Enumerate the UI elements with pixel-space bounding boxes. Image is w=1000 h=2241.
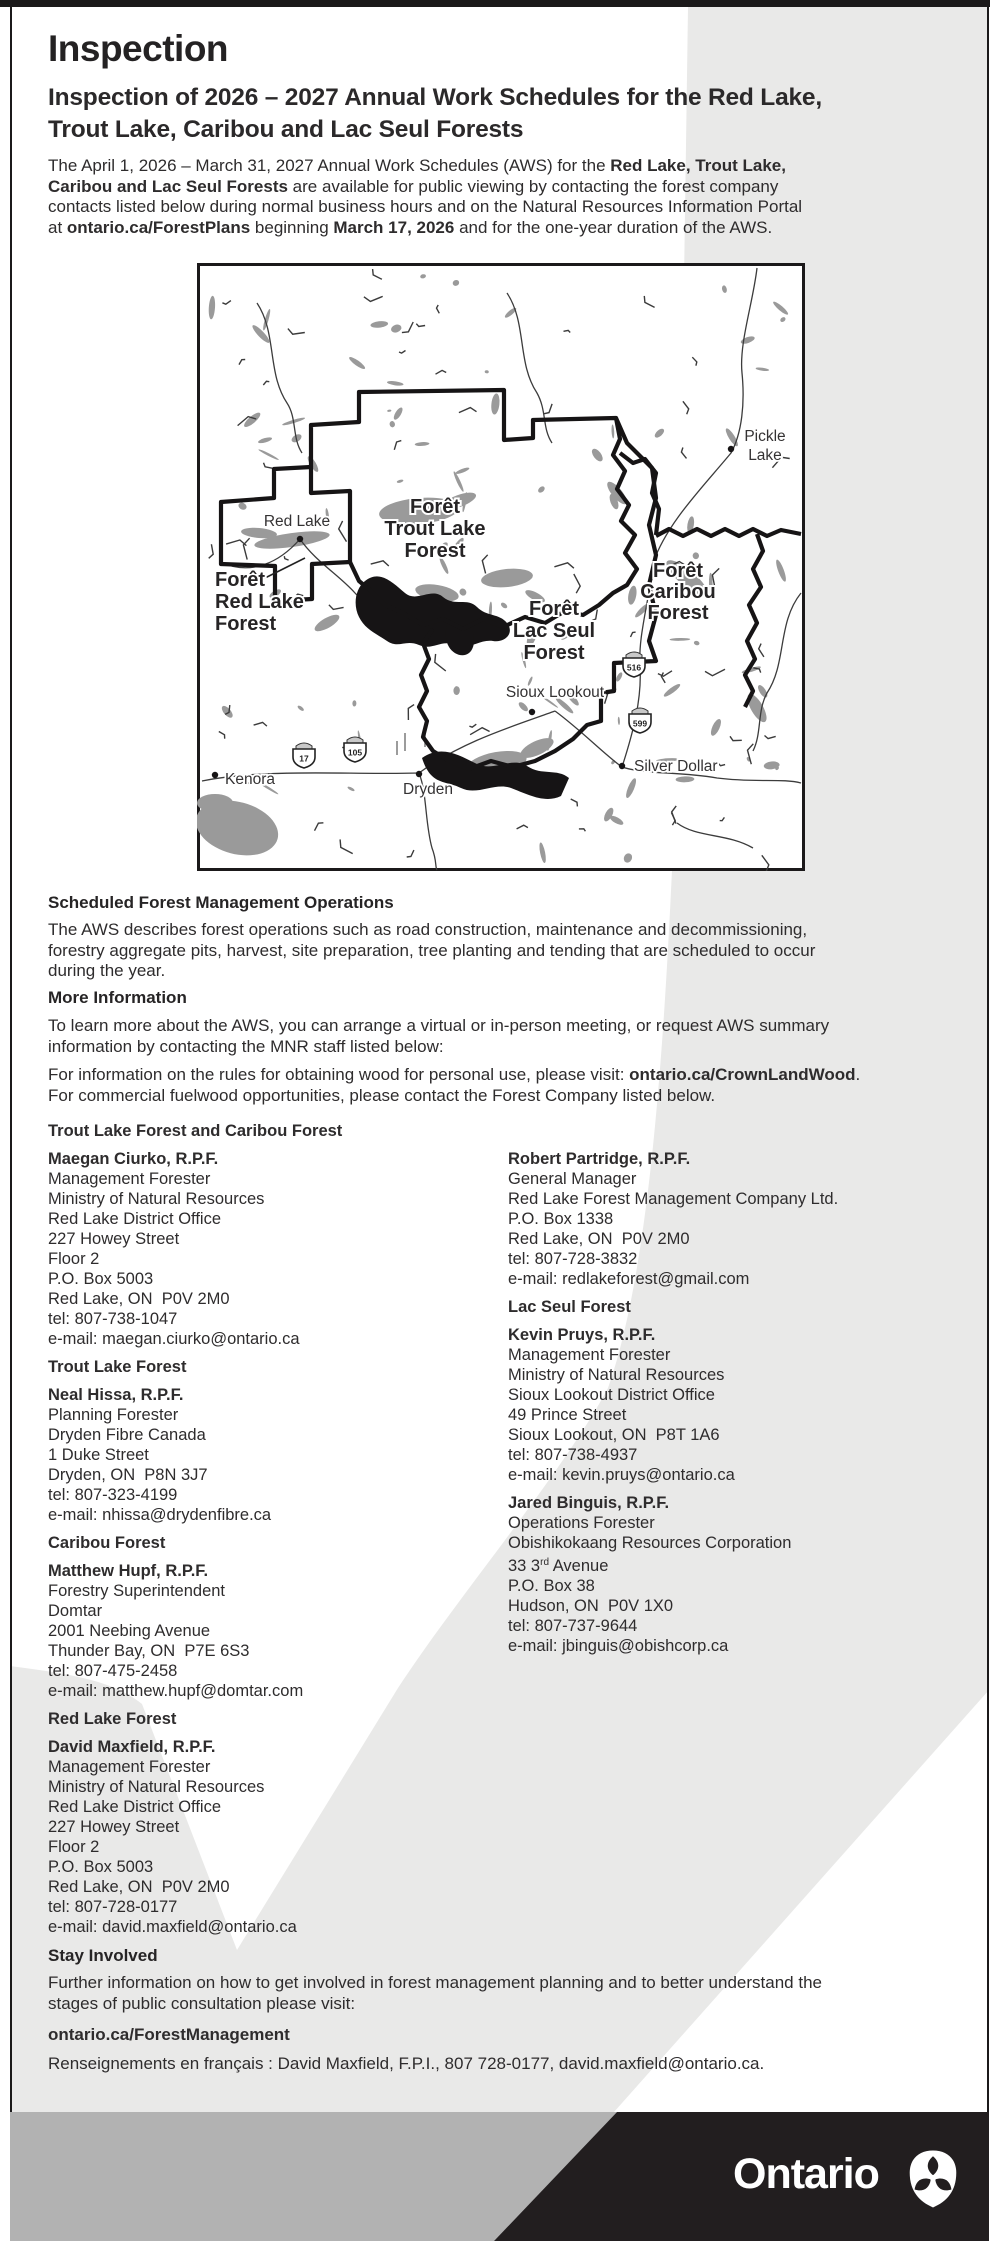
bold-text: Red Lake, Trout Lake, [610, 156, 786, 175]
more-information-paragraph-1 [48, 1016, 829, 1057]
contacts-column-left [48, 1121, 500, 1945]
contact-name: David Maxfield, R.P.F. [48, 1738, 216, 1756]
text-line: Red Lake, ON P0V 2M0 [508, 1230, 690, 1248]
intro-paragraph [48, 156, 802, 238]
notice-subtitle [48, 82, 822, 146]
text-line: To learn more about the AWS, you can arrange a virtual or in-person meeting, or request AWS summary [48, 1016, 830, 1035]
scheduled-operations-heading: Scheduled Forest Management Operations [48, 893, 394, 912]
text-line: e-mail: kevin.pruys@ontario.ca [508, 1466, 735, 1484]
contact-block [508, 1325, 960, 1485]
bold-text: Caribou and Lac Seul Forests [48, 176, 288, 196]
text-line: tel: 807-728-0177 [48, 1898, 178, 1916]
text-line: forestry aggregate pits, harvest, site preparation, tree planting and tending that are scheduled to occur [48, 940, 816, 960]
subtitle-line-1: Inspection of 2026 – 2027 Annual Work Schedules for the Red Lake, [48, 84, 822, 111]
text-line: Dryden, ON P8N 3J7 [48, 1466, 208, 1484]
text-line: tel: 807-738-1047 [48, 1310, 178, 1328]
text: Avenue [549, 1557, 609, 1575]
contact-name: Robert Partridge, R.P.F. [508, 1150, 691, 1168]
text-line: e-mail: maegan.ciurko@ontario.ca [48, 1330, 300, 1348]
text-line: 227 Howey Street [48, 1818, 180, 1836]
map-region-label-lac-seul: Forêt [529, 598, 579, 620]
stay-involved-paragraph [48, 1973, 822, 2014]
town-dot [416, 771, 422, 777]
forest-section-heading: Trout Lake Forest and Caribou Forest [48, 1122, 343, 1140]
text-line: Obishikokaang Resources Corporation [508, 1534, 792, 1552]
text-line: Red Lake District Office [48, 1798, 222, 1816]
text-line: e-mail: matthew.hupf@domtar.com [48, 1682, 304, 1700]
text-line: 1 Duke Street [48, 1446, 149, 1464]
forest-management-link: ontario.ca/ForestManagement [48, 2025, 290, 2044]
contact-block [508, 1149, 960, 1289]
text-line: Sioux Lookout District Office [508, 1386, 715, 1404]
text-line: Floor 2 [48, 1250, 100, 1268]
map-region-label-caribou: Forêt [653, 560, 703, 582]
text-line: e-mail: david.maxfield@ontario.ca [48, 1918, 297, 1936]
contact-name: Neal Hissa, R.P.F. [48, 1386, 184, 1404]
ontario-wordmark: Ontario [733, 2150, 879, 2198]
map-town-label: Kenora [225, 771, 275, 788]
town-dot [529, 709, 535, 715]
text-line: e-mail: jbinguis@obishcorp.ca [508, 1637, 729, 1655]
text-line: tel: 807-728-3832 [508, 1250, 638, 1268]
forest-section-heading: Trout Lake Forest [48, 1358, 187, 1376]
text-line: Thunder Bay, ON P7E 6S3 [48, 1642, 250, 1660]
town-dot [728, 446, 734, 452]
text: are available for public viewing by contacting the forest company [287, 176, 779, 196]
text-line: For commercial fuelwood opportunities, please contact the Forest Company listed below. [48, 1085, 716, 1105]
text-line: Red Lake Forest Management Company Ltd. [508, 1190, 839, 1208]
text-line: tel: 807-737-9644 [508, 1617, 638, 1635]
subtitle-line-2: Trout Lake, Caribou and Lac Seul Forests [48, 116, 524, 143]
bold-text: March 17, 2026 [333, 217, 455, 237]
contact-block [508, 1493, 960, 1656]
superscript-text: rd [540, 1557, 550, 1568]
text-line: General Manager [508, 1170, 637, 1188]
text-line: P.O. Box 5003 [48, 1858, 154, 1876]
town-dot [212, 772, 218, 778]
stay-involved-heading: Stay Involved [48, 1946, 158, 1965]
text-line: 227 Howey Street [48, 1230, 180, 1248]
contacts-column-right [508, 1149, 960, 1664]
text-line: 49 Prince Street [508, 1406, 627, 1424]
text-line: Hudson, ON P0V 1X0 [508, 1597, 674, 1615]
text: For information on the rules for obtaining wood for personal use, please visit: [48, 1065, 630, 1084]
forest-map-svg [197, 263, 805, 871]
map-town-label: Pickle [744, 428, 786, 445]
highway-shield-516 [623, 652, 645, 677]
text-line [48, 1065, 860, 1086]
map-region-label-red-lake: Red Lake [215, 591, 304, 613]
bold-text: ontario.ca/CrownLandWood [629, 1065, 856, 1084]
contact-block [48, 1149, 500, 1349]
text-line: Red Lake District Office [48, 1210, 222, 1228]
map-region-label-caribou: Caribou [640, 581, 716, 603]
text-line: Red Lake, ON P0V 2M0 [48, 1878, 230, 1896]
text-line: P.O. Box 5003 [48, 1270, 154, 1288]
text-line: Floor 2 [48, 1838, 100, 1856]
map-town-label: Dryden [403, 781, 453, 798]
text-line: tel: 807-475-2458 [48, 1662, 178, 1680]
text-line: stages of public consultation please visit: [48, 1993, 356, 2013]
text-line: P.O. Box 1338 [508, 1210, 614, 1228]
text-line: Ministry of Natural Resources [48, 1190, 265, 1208]
text-line: Domtar [48, 1602, 103, 1620]
map-town-label: Sioux Lookout [505, 684, 605, 701]
map-town-label: Lake [748, 447, 782, 464]
town-dot [297, 536, 303, 542]
scheduled-operations-paragraph [48, 920, 815, 982]
contact-block [48, 1561, 500, 1701]
text-line: e-mail: redlakeforest@gmail.com [508, 1270, 750, 1288]
svg-text:17: 17 [299, 753, 309, 764]
text: The April 1, 2026 – March 31, 2027 Annual Work Schedules (AWS) for the [48, 156, 611, 175]
forest-section-heading: Lac Seul Forest [508, 1298, 631, 1316]
contact-name: Kevin Pruys, R.P.F. [508, 1326, 656, 1344]
map-town-label: Red Lake [263, 513, 331, 530]
text-line [48, 156, 802, 177]
map-region-label-trout-lake: Forest [404, 540, 466, 562]
text-line: e-mail: nhissa@drydenfibre.ca [48, 1506, 272, 1524]
text: and for the one-year duration of the AWS. [454, 217, 773, 237]
contact-name: Jared Binguis, R.P.F. [508, 1494, 670, 1512]
forest-section-heading: Caribou Forest [48, 1534, 166, 1552]
text-line: 2001 Neebing Avenue [48, 1622, 211, 1640]
map-region-label-red-lake: Forêt [215, 569, 265, 591]
text-line: tel: 807-738-4937 [508, 1446, 638, 1464]
map-region-label-trout-lake: Forêt [410, 496, 460, 518]
more-information-paragraph-2 [48, 1065, 860, 1106]
more-information-heading: More Information [48, 988, 187, 1007]
text-line: Ministry of Natural Resources [48, 1778, 265, 1796]
text-line: Operations Forester [508, 1514, 655, 1532]
highway-shield-599 [629, 708, 651, 733]
svg-text:516: 516 [626, 662, 642, 673]
contact-name: Maegan Ciurko, R.P.F. [48, 1150, 219, 1168]
text-line: information by contacting the MNR staff listed below: [48, 1036, 444, 1056]
contact-name: Matthew Hupf, R.P.F. [48, 1562, 209, 1580]
text-line: Management Forester [48, 1758, 211, 1776]
map-region-label-lac-seul: Lac Seul [512, 620, 596, 642]
town-dot [619, 763, 625, 769]
text-line: Management Forester [48, 1170, 211, 1188]
text-line [48, 177, 802, 198]
text-line: Red Lake, ON P0V 2M0 [48, 1290, 230, 1308]
text-line: Management Forester [508, 1346, 671, 1364]
lake-blob [197, 794, 233, 812]
map-region-label-trout-lake: Trout Lake [384, 518, 486, 540]
text: . [855, 1065, 861, 1084]
bold-text: ontario.ca/ForestPlans [66, 217, 251, 237]
text-line: during the year. [48, 961, 166, 980]
text-line: Forestry Superintendent [48, 1582, 226, 1600]
forest-map [197, 263, 805, 871]
french-contact-line: Renseignements en français : David Maxfield, F.P.I., 807 728-0177, david.maxfield@ontario.ca. [48, 2054, 765, 2073]
forest-section-heading: Red Lake Forest [48, 1710, 177, 1728]
text-line: Ministry of Natural Resources [508, 1366, 725, 1384]
svg-text:599: 599 [632, 718, 648, 729]
text: beginning [250, 217, 334, 237]
contact-block [48, 1385, 500, 1525]
text-line: contacts listed below during normal business hours and on the Natural Resources Information Portal [48, 197, 803, 216]
text-line [48, 218, 802, 239]
text-line: Dryden Fibre Canada [48, 1426, 206, 1444]
text-line: tel: 807-323-4199 [48, 1486, 178, 1504]
ontario-trillium-logo-icon [908, 2149, 958, 2209]
text-line: The AWS describes forest operations such as road construction, maintenance and decommissioning, [48, 920, 808, 939]
text-line: 33 3rd Avenue [508, 1557, 609, 1575]
highway-shield-105 [344, 737, 366, 762]
map-town-label: Silver Dollar [634, 758, 718, 775]
text-line: P.O. Box 38 [508, 1577, 595, 1595]
map-region-label-red-lake: Forest [215, 613, 277, 635]
text: at [48, 217, 67, 237]
text-line: Further information on how to get involved in forest management planning and to better understand the [48, 1973, 822, 1992]
page-title: Inspection [48, 28, 229, 69]
contact-block [48, 1737, 500, 1937]
text-line: Planning Forester [48, 1406, 179, 1424]
map-region-label-caribou: Forest [647, 602, 709, 624]
map-region-label-lac-seul: Forest [523, 642, 585, 664]
svg-text:105: 105 [347, 747, 363, 758]
highway-shield-17 [293, 743, 315, 768]
text-line: Sioux Lookout, ON P8T 1A6 [508, 1426, 720, 1444]
